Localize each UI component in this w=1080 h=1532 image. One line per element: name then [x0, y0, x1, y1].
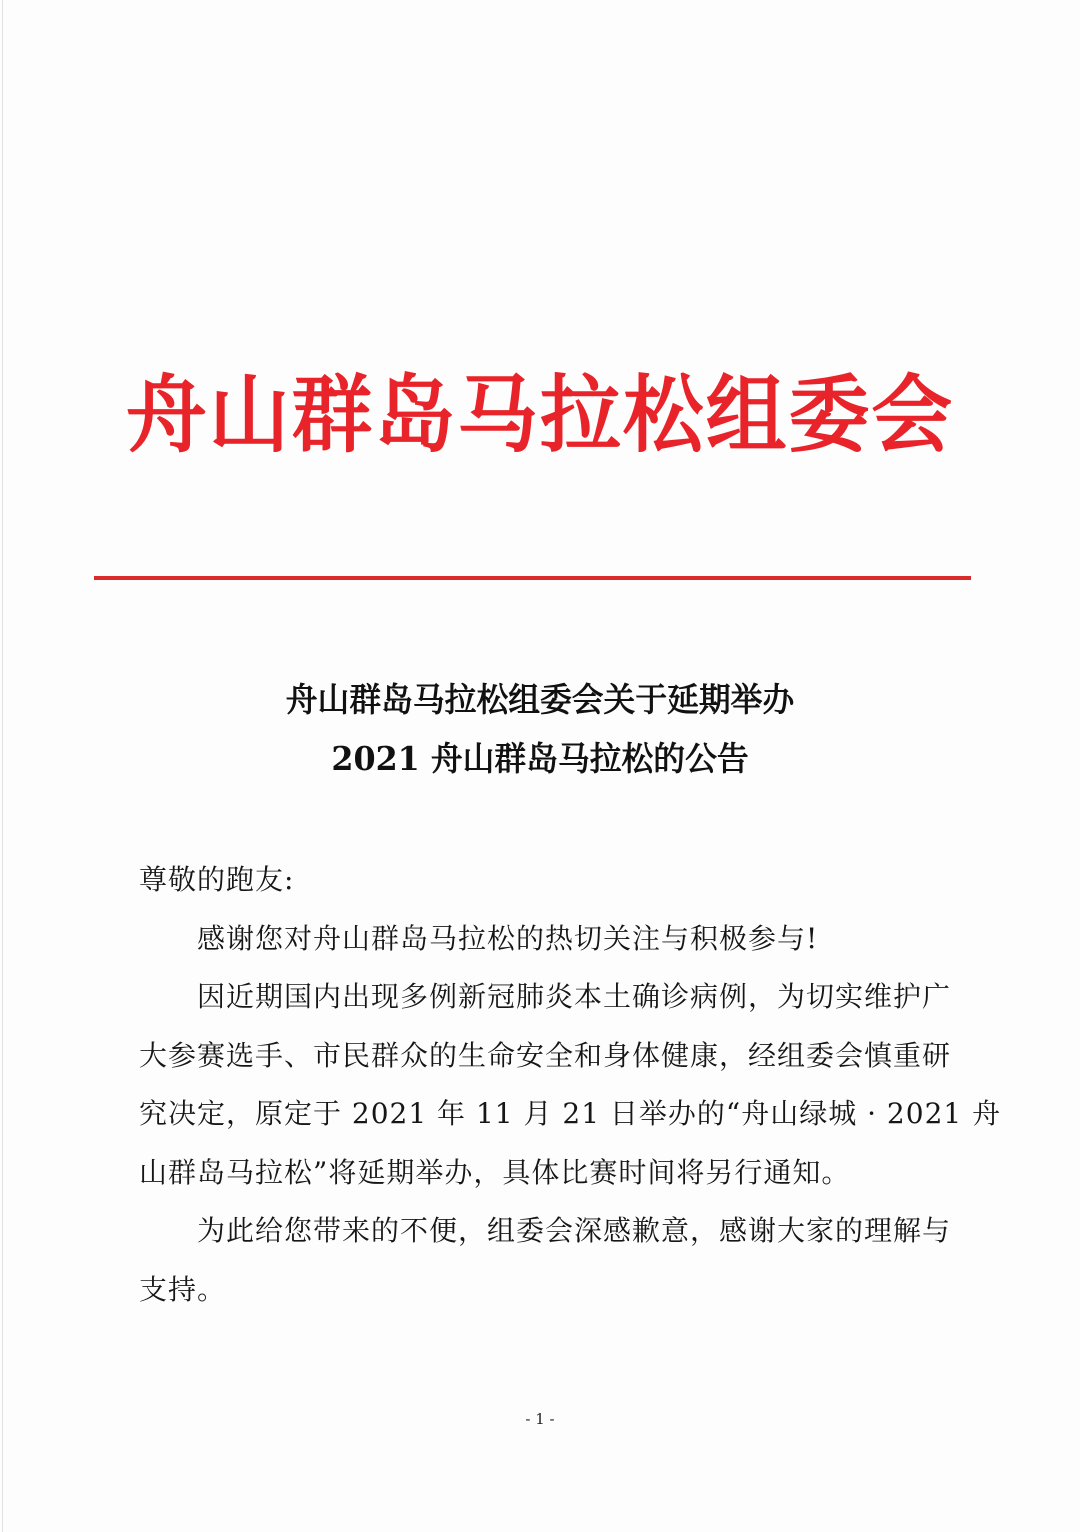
body-paragraph-line: 支持。	[139, 1273, 227, 1306]
announcement-title-line-2: 2021 舟山群岛马拉松的公告	[331, 739, 749, 778]
letterhead-organization-name: 舟山群岛马拉松组委会	[125, 365, 955, 464]
scan-edge-line	[2, 0, 3, 1532]
salutation: 尊敬的跑友:	[139, 863, 295, 896]
body-paragraph-line: 究决定，原定于 2021 年 11 月 21 日举办的“舟山绿城 · 2021 舟	[139, 1097, 1002, 1130]
letterhead-red-rule	[94, 576, 971, 580]
body-paragraph-line: 感谢您对舟山群岛马拉松的热切关注与积极参与!	[197, 922, 819, 955]
body-paragraph-line: 山群岛马拉松”将延期举办，具体比赛时间将另行通知。	[139, 1156, 851, 1189]
body-paragraph-line: 大参赛选手、市民群众的生命安全和身体健康，经组委会慎重研	[139, 1039, 952, 1072]
page-number: - 1 -	[525, 1410, 555, 1428]
announcement-title-line-1: 舟山群岛马拉松组委会关于延期举办	[285, 680, 795, 719]
body-paragraph-line: 因近期国内出现多例新冠肺炎本土确诊病例，为切实维护广	[197, 980, 952, 1013]
body-paragraph-line: 为此给您带来的不便，组委会深感歉意，感谢大家的理解与	[197, 1214, 952, 1247]
